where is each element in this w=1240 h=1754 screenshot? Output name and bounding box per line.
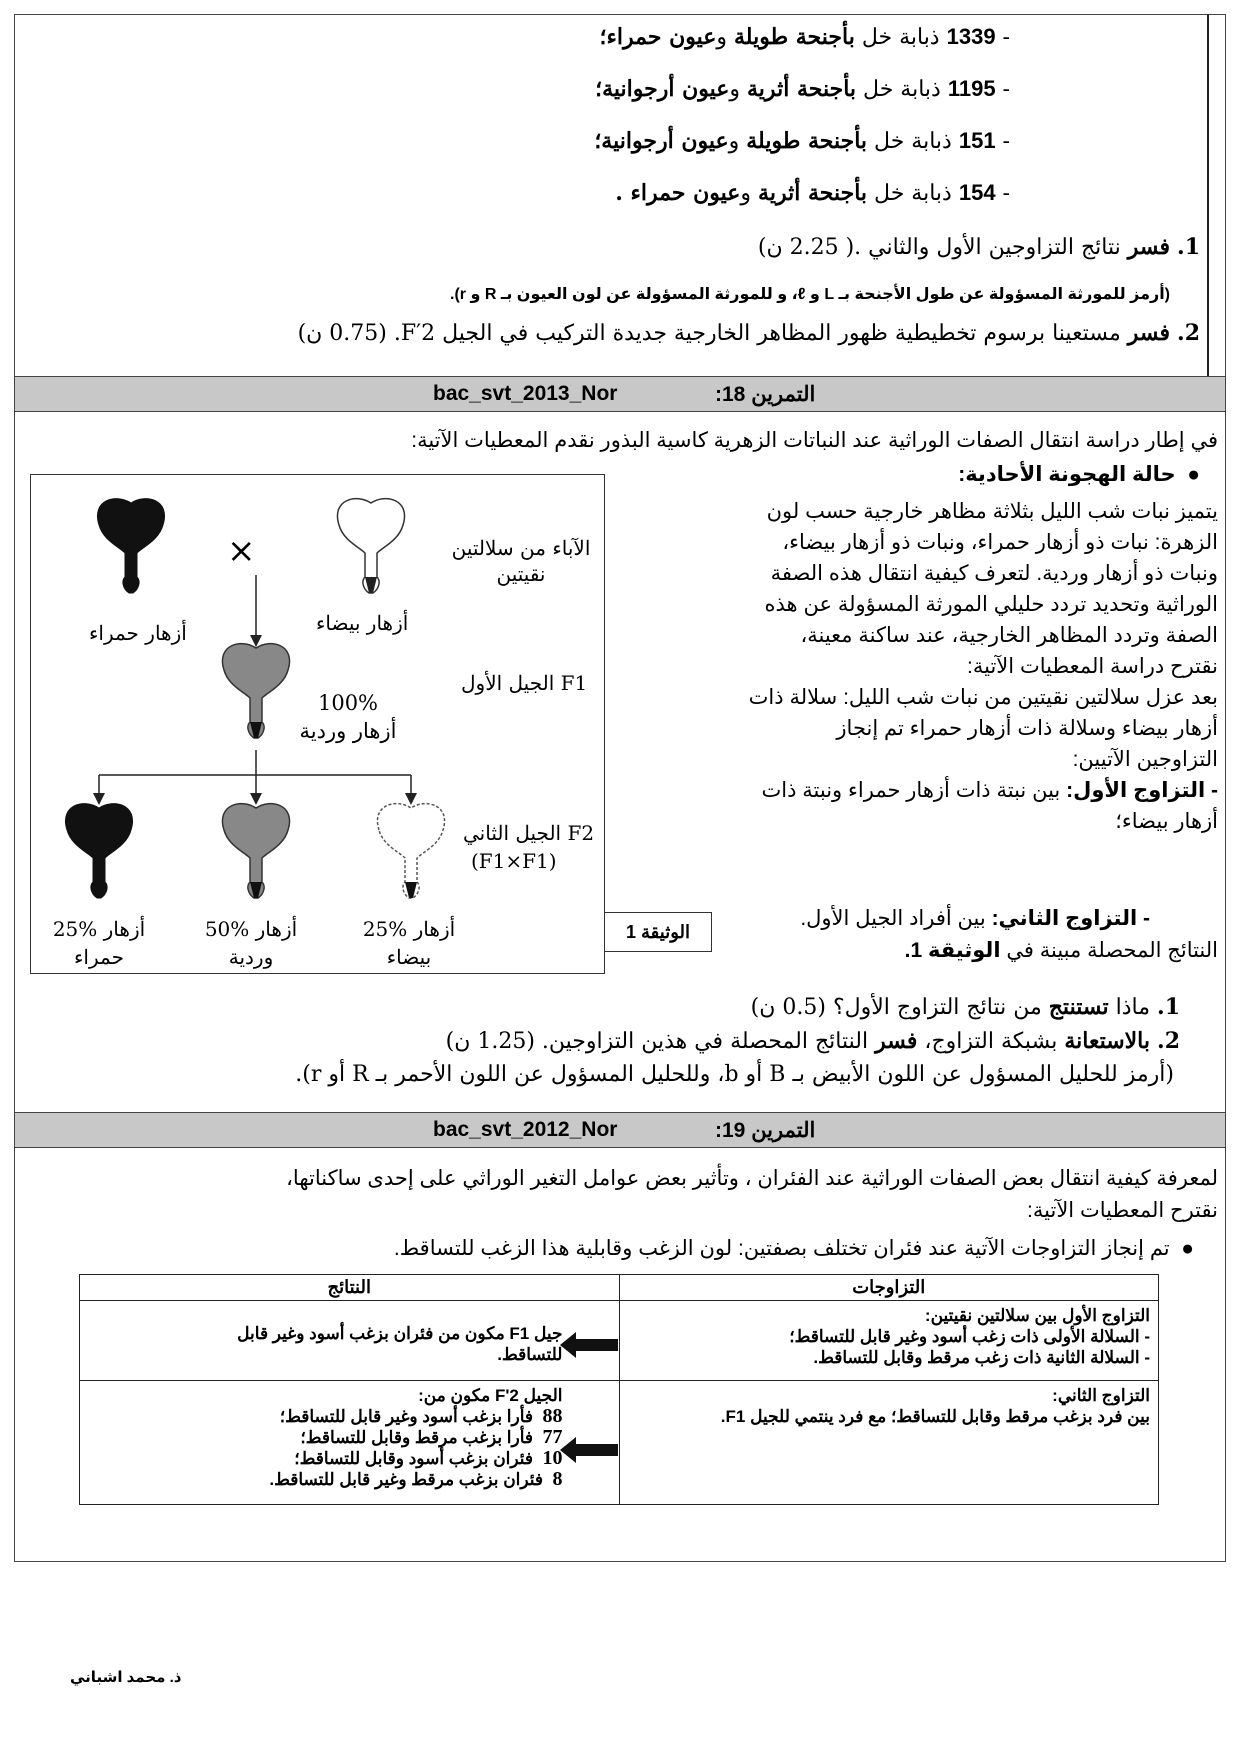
- ex18-para-line: الصفة وتردد المظاهر الخارجية، عند ساكنة معينة،: [800, 624, 1218, 647]
- ex18-note: (أرمز للحليل المسؤول عن اللون الأبيض بـ B أو b، وللحليل المسؤول عن اللون الأحمر بـ R أو r).: [295, 1062, 1174, 1087]
- ex18-para-line: أزهار بيضاء وسلالة ذات أزهار حمراء تم إنجاز: [836, 717, 1218, 740]
- exercise-19-header: [15, 1112, 1225, 1148]
- row2-result: الجيل F'2 مكون من: 88 فأرا بزغب أسود وغير قابل للتساقط؛ 77 فأرا بزغب مرقط وقابل للتساقط؛ 10 فئران بزغب أسود وقابل للتساقط؛ 8 فئران بزغب مرقط وغير قابل للتساقط.: [80, 1381, 620, 1505]
- ex18-cross2: - التزاوج الثاني: بين أفراد الجيل الأول.: [800, 907, 1150, 930]
- f2-red-result: 25% أزهار حمراء: [52, 917, 146, 969]
- parents-label: الآباء من سلالتين نقيتين: [451, 536, 591, 586]
- result-line-1: - 1339 ذبابة خل بأجنحة طويلة وعيون حمراء؛: [599, 24, 1010, 50]
- ex18-intro: في إطار دراسة انتقال الصفات الوراثية عند النباتات الزهرية كاسية البذور نقدم المعطيات الآتية:: [411, 429, 1218, 452]
- row2-cross: التزاوج الثاني: بين فرد بزغب مرقط وقابل للتساقط؛ مع فرد ينتمي للجيل F1.: [619, 1381, 1159, 1505]
- ex18-paragraph: [618, 496, 1218, 837]
- top-question-1: 1. فسر نتائج التزاوجين الأول والثاني .( 2.25 ن): [757, 234, 1200, 260]
- f2-cross: (F1×F1): [471, 849, 557, 873]
- white-parent-label: أزهار بيضاء: [316, 611, 409, 635]
- col-results-header: النتائج: [80, 1275, 620, 1301]
- result-line-3: - 151 ذبابة خل بأجنحة طويلة وعيون أرجوانية؛: [594, 128, 1010, 154]
- f2-pink-result: 50% أزهار وردية: [204, 917, 298, 969]
- document-1-label: الوثيقة 1: [604, 912, 712, 952]
- col-crosses-header: التزاوجات: [619, 1275, 1159, 1301]
- ex18-para-line: بعد عزل سلالتين نقيتين من نبات شب الليل: سلالة ذات: [748, 686, 1218, 709]
- ex18-para-line: الزهرة: نبات ذو أزهار حمراء، ونبات ذو أزهار بيضاء،: [782, 531, 1218, 554]
- ex19-intro-2: نقترح المعطيات الآتية:: [1027, 1199, 1218, 1222]
- ex18-para-line: يتميز نبات شب الليل بثلاثة مظاهر خارجية حسب لون: [766, 500, 1218, 523]
- document-1-figure: [30, 474, 605, 974]
- f1-label: الجيل الأول F1: [461, 671, 588, 695]
- red-flower-f2: [65, 804, 132, 898]
- cross-symbol: ×: [227, 531, 256, 571]
- row1-result: جيل F1 مكون من فئران بزغب أسود وغير قابل للتساقط.: [80, 1301, 620, 1381]
- exercise-19-label: التمرين 19:: [715, 1119, 816, 1142]
- pink-flower-f1: [222, 644, 289, 738]
- ex18-question-1: 1. ماذا تستنتج من نتائج التزاوج الأول؟ (0.5 ن): [750, 994, 1180, 1020]
- result-line-2: - 1195 ذبابة خل بأجنحة أثرية وعيون أرجوانية؛: [595, 76, 1010, 102]
- ex18-para-line: التزاوجين الآتيين:: [1072, 748, 1218, 771]
- bullet-icon: ●: [1175, 463, 1200, 486]
- white-flower-parent: [337, 499, 404, 593]
- exercise-19-code: bac_svt_2012_Nor: [433, 1118, 618, 1141]
- footer-author: ذ. محمد اشباني: [70, 1669, 182, 1686]
- red-parent-label: أزهار حمراء: [89, 621, 187, 645]
- exercise-18-label: التمرين 18:: [715, 383, 816, 406]
- ex19-bullet: ● تم إنجاز التزاوجات الآتية عند فئران تختلف بصفتين: لون الزغب وقابلية هذا الزغب للتساقط.: [393, 1237, 1194, 1260]
- crosses-table: [79, 1274, 1159, 1505]
- exercise-18-code: bac_svt_2013_Nor: [433, 382, 618, 405]
- ex18-cross1: - التزاوج الأول: بين نبتة ذات أزهار حمراء ونبتة ذات: [761, 779, 1218, 802]
- top-question-1-note: (أرمز للمورثة المسؤولة عن طول الأجنحة بـ L و ℓ، و للمورثة المسؤولة عن لون العيون بـ R و r).: [450, 286, 1170, 303]
- pink-flower-f2: [222, 804, 289, 898]
- ex18-para-line: الوراثية وتحديد تردد حليلي المورثة المسؤولة عن هذه: [764, 593, 1218, 616]
- f2-label: الجيل الثاني F2: [463, 821, 595, 845]
- red-flower-parent: [97, 499, 164, 593]
- arrow-left-icon: [560, 1330, 620, 1360]
- ex18-para-line: ونبات ذو أزهار وردية. لتعرف كيفية انتقال هذه الصفة: [770, 562, 1218, 585]
- f2-white-result: 25% أزهار بيضاء: [362, 917, 456, 969]
- result-line-4: - 154 ذبابة خل بأجنحة أثرية وعيون حمراء .: [615, 180, 1010, 206]
- margin-line: [1207, 14, 1209, 376]
- top-question-2: 2. فسر مستعينا برسوم تخطيطية ظهور المظاهر الخارجية جديدة التركيب في الجيل F′2. (0.75 ن): [297, 320, 1200, 346]
- arrow-left-icon: [560, 1435, 620, 1465]
- row1-cross: التزاوج الأول بين سلالتين نقيتين: - السلالة الأولى ذات زغب أسود وغير قابل للتساقط؛ - السلالة الثانية ذات زغب مرقط وقابل للتساقط.: [619, 1301, 1159, 1381]
- white-flower-f2: [377, 804, 444, 898]
- ex18-results: النتائج المحصلة مبينة في الوثيقة 1.: [904, 939, 1218, 962]
- ex18-question-2: 2. بالاستعانة بشبكة التزاوج، فسر النتائج المحصلة في هذين التزاوجين. (1.25 ن): [445, 1028, 1180, 1054]
- ex18-cross1-cont: أزهار بيضاء؛: [1115, 810, 1218, 833]
- ex18-case-title: ● حالة الهجونة الأحادية:: [958, 463, 1200, 486]
- bullet-icon: ●: [1169, 1237, 1194, 1260]
- exercise-18-header: [15, 376, 1225, 412]
- ex19-intro-1: لمعرفة كيفية انتقال بعض الصفات الوراثية عند الفئران ، وتأثير بعض عوامل التغير الوراثي على إحدى ساكناتها،: [286, 1167, 1218, 1190]
- ex18-para-line: نقترح دراسة المعطيات الآتية:: [967, 655, 1218, 678]
- f1-result: 100% أزهار وردية: [299, 691, 397, 743]
